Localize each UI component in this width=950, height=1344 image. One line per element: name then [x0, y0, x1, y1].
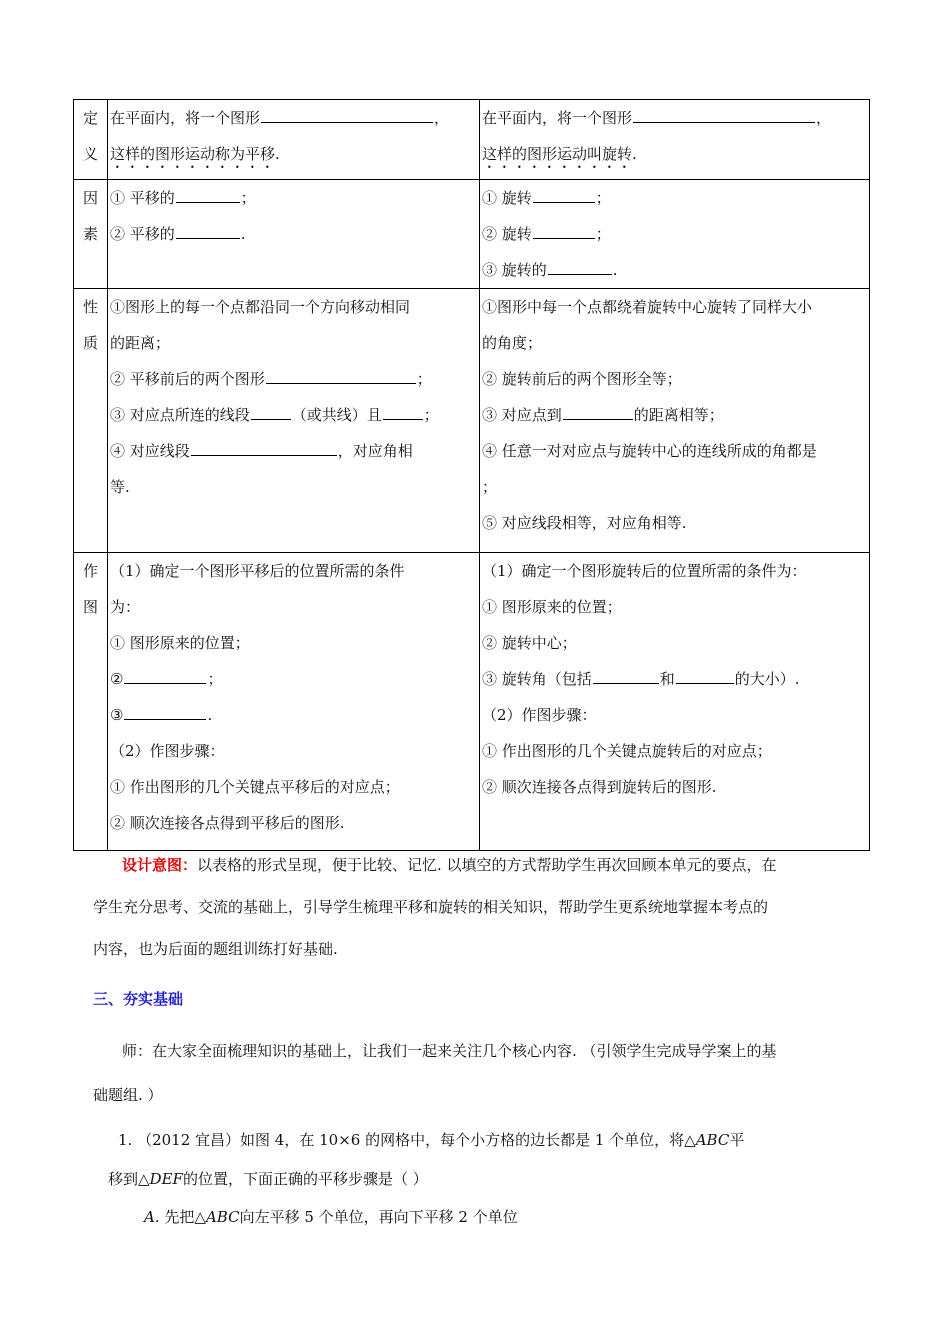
- fill-blank: [676, 668, 734, 684]
- cell-text: ① 平移的: [110, 189, 175, 207]
- fill-blank: [251, 404, 291, 420]
- rotation-cell: [480, 180, 870, 289]
- rotation-cell: [480, 100, 870, 180]
- rotation-cell: [480, 289, 870, 553]
- design-note-line: [93, 884, 863, 930]
- row-header-char: 因: [82, 189, 98, 207]
- design-note-text: 以表格的形式呈现，便于比较、记忆. 以填空的方式帮助学生再次回顾本单元的要点，在: [197, 856, 777, 874]
- option-text: 向左平移 5 个单位，再向下平移 2 个单位: [239, 1208, 518, 1226]
- option-label: A.: [144, 1208, 160, 1226]
- cell-text: ；: [595, 225, 611, 243]
- option-a: [144, 1194, 518, 1240]
- cell-text: （1）确定一个图形旋转后的位置所需的条件为：: [482, 562, 807, 580]
- cell-text: （1）确定一个图形平移后的位置所需的条件: [110, 562, 405, 580]
- row-header: [74, 180, 108, 289]
- cell-text: 的角度；: [482, 334, 543, 352]
- translation-cell: [108, 100, 480, 180]
- cell-text: ① 图形原来的位置；: [482, 598, 622, 616]
- table-row-properties: [74, 289, 870, 553]
- cell-text: 和: [659, 670, 675, 688]
- fill-blank: [266, 368, 416, 384]
- design-note-line: [122, 842, 862, 888]
- fill-blank: [124, 668, 206, 684]
- cell-text: ；: [595, 189, 611, 207]
- design-note-text: 内容，也为后面的题组训练打好基础.: [93, 940, 338, 958]
- cell-text: ④ 对应线段: [110, 442, 190, 460]
- question-text: 平: [729, 1131, 745, 1149]
- cell-text: ，: [434, 109, 450, 127]
- cell-text: 在平面内，将一个图形: [482, 109, 633, 127]
- cell-text: ① 作出图形的几个关键点旋转后的对应点；: [482, 742, 772, 760]
- cell-text: ①图形上的每一个点都沿同一个方向移动相同: [110, 298, 411, 316]
- row-header-char: 性: [82, 298, 98, 316]
- cell-text: ② 平移的: [110, 225, 175, 243]
- comparison-table: [73, 99, 870, 851]
- triangle-label: DEF: [149, 1170, 183, 1188]
- fill-blank: [191, 440, 337, 456]
- triangle-label: ABC: [205, 1208, 240, 1226]
- teacher-line: 师：在大家全面梳理知识的基础上，让我们一起来关注几个核心内容. （引领学生完成导学案上的基: [122, 1042, 777, 1060]
- table-row-definition: [74, 100, 870, 180]
- row-header: [74, 289, 108, 553]
- cell-text: ，对应角相: [337, 442, 413, 460]
- cell-text: 这样的图形运动叫旋转.: [482, 145, 637, 163]
- translation-cell: [108, 553, 480, 851]
- cell-text: .: [240, 225, 246, 243]
- question-text: 的位置，下面正确的平移步骤是（ ）: [182, 1170, 428, 1188]
- row-header-char: 义: [82, 145, 98, 163]
- cell-text: 在平面内，将一个图形: [110, 109, 261, 127]
- cell-text: ③ 旋转角（包括: [482, 670, 592, 688]
- fill-blank: [593, 668, 659, 684]
- fill-blank: [563, 404, 633, 420]
- cell-text: ①图形中每一个点都绕着旋转中心旋转了同样大小: [482, 298, 813, 316]
- cell-text: 等.: [110, 478, 130, 496]
- cell-text: （2）作图步骤：: [110, 742, 225, 760]
- cell-text: ；: [423, 406, 439, 424]
- cell-text: ④ 任意一对对应点与旋转中心的连线所成的角都是: [482, 442, 817, 460]
- table-row-factors: [74, 180, 870, 289]
- translation-cell: [108, 180, 480, 289]
- fill-blank: [176, 187, 240, 203]
- triangle-label: ABC: [695, 1131, 730, 1149]
- question-text: 1. （2012 宜昌）如图 4，在 10×6 的网格中，每个小方格的边长都是 1 个单位，将△: [118, 1131, 696, 1149]
- cell-text: ③: [110, 706, 124, 724]
- cell-text: 这样的图形运动称为平移.: [110, 145, 280, 163]
- cell-text: ；: [240, 189, 256, 207]
- cell-text: ② 顺次连接各点得到平移后的图形.: [110, 814, 345, 832]
- row-header-char: 定: [82, 109, 98, 127]
- fill-blank: [548, 259, 612, 275]
- row-header-char: 作: [82, 562, 98, 580]
- design-note-line: [93, 926, 863, 972]
- row-header: [74, 553, 108, 851]
- cell-text: ⑤ 对应线段相等，对应角相等.: [482, 514, 687, 532]
- fill-blank: [533, 223, 595, 239]
- cell-text: ③ 对应点所连的线段: [110, 406, 250, 424]
- cell-text: ② 顺次连接各点得到旋转后的图形.: [482, 778, 717, 796]
- cell-text: ；: [207, 670, 223, 688]
- translation-cell: [108, 289, 480, 553]
- cell-text: ② 旋转: [482, 225, 532, 243]
- fill-blank: [124, 704, 206, 720]
- cell-text: （2）作图步骤：: [482, 706, 597, 724]
- row-header: [74, 100, 108, 180]
- cell-text: ②: [110, 670, 124, 688]
- row-header-char: 素: [82, 225, 98, 243]
- cell-text: 为：: [110, 598, 141, 616]
- option-text: 先把△: [164, 1208, 206, 1226]
- teacher-line: 础题组. ）: [93, 1086, 163, 1104]
- design-note-text: 学生充分思考、交流的基础上，引导学生梳理平移和旋转的相关知识，帮助学生更系统地掌握本考点的: [93, 898, 769, 916]
- fill-blank: [383, 404, 423, 420]
- cell-text: 的距离相等；: [633, 406, 724, 424]
- row-header-char: 图: [82, 598, 98, 616]
- design-note-label: 设计意图：: [122, 856, 198, 874]
- cell-text: ② 旋转中心；: [482, 634, 577, 652]
- cell-text: ① 作出图形的几个关键点平移后的对应点；: [110, 778, 400, 796]
- fill-blank: [533, 187, 595, 203]
- cell-text: （或共线）且: [291, 406, 382, 424]
- rotation-cell: [480, 553, 870, 851]
- cell-text: ③ 旋转的: [482, 261, 547, 279]
- cell-text: ② 平移前后的两个图形: [110, 370, 265, 388]
- fill-blank: [261, 107, 433, 123]
- question-text: 移到△: [108, 1170, 150, 1188]
- cell-text: ② 旋转前后的两个图形全等；: [482, 370, 682, 388]
- fill-blank: [176, 223, 240, 239]
- cell-text: .: [612, 261, 618, 279]
- section-heading: 三、夯实基础: [93, 990, 184, 1008]
- cell-text: .: [207, 706, 213, 724]
- cell-text: ① 旋转: [482, 189, 532, 207]
- row-header-char: 质: [82, 334, 98, 352]
- cell-text: 的距离；: [110, 334, 171, 352]
- fill-blank: [633, 107, 815, 123]
- cell-text: ，: [816, 109, 832, 127]
- cell-text: 的大小）.: [734, 670, 800, 688]
- cell-text: ；: [416, 370, 432, 388]
- cell-text: ① 图形原来的位置；: [110, 634, 250, 652]
- table-row-construction: [74, 553, 870, 851]
- cell-text: ③ 对应点到: [482, 406, 562, 424]
- cell-text: ；: [482, 478, 498, 496]
